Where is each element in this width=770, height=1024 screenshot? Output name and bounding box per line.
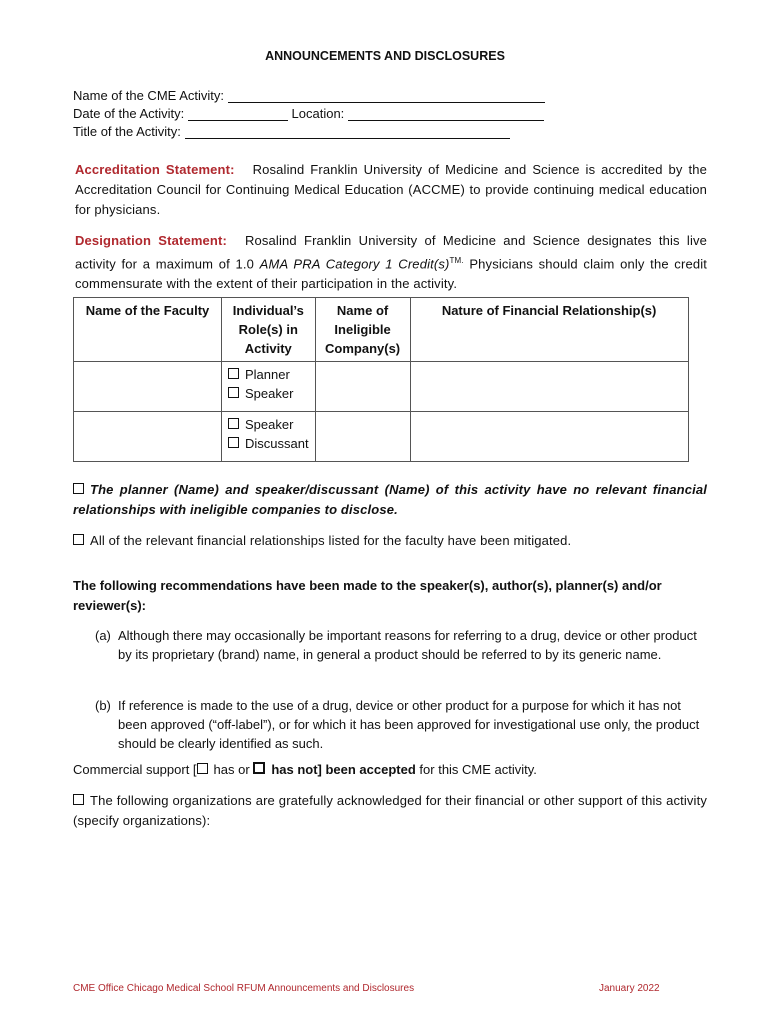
recommendations-heading-text: The following recommendations have been made to the speaker(s), author(s), planner(s) and/or reviewer(s): [73, 578, 662, 613]
header-financial-relationship: Nature of Financial Relationship(s) [410, 298, 688, 362]
commercial-suffix: for this CME activity. [419, 762, 537, 777]
designation-statement [75, 231, 707, 294]
activity-date-blank[interactable] [188, 107, 288, 121]
accreditation-label: Accreditation Statement: [75, 162, 235, 177]
location-label: Location: [291, 106, 345, 121]
acknowledgement-statement [73, 791, 707, 831]
no-relationships-statement [73, 480, 707, 520]
activity-name-field [73, 88, 545, 103]
activity-name-blank[interactable] [228, 89, 545, 103]
no-relationships-text: The planner (Name) and speaker/discussant (Name) of this activity have no relevant financial relationships with ineligible companies to disclose. [73, 482, 707, 517]
role-option[interactable] [228, 415, 309, 434]
activity-date-field [73, 106, 544, 121]
designation-label: Designation Statement: [75, 233, 227, 248]
company-cell[interactable] [315, 412, 410, 462]
header-faculty-name: Name of the Faculty [74, 298, 222, 362]
header-ineligible-company: Name of Ineligible Company(s) [315, 298, 410, 362]
recommendations-heading [73, 576, 713, 616]
faculty-table [73, 297, 689, 462]
table-row [74, 362, 689, 412]
checkbox-icon[interactable] [73, 534, 84, 545]
item-label: (a) [95, 628, 111, 643]
faculty-name-cell[interactable] [74, 362, 222, 412]
table-header-row [74, 298, 689, 362]
checkbox-icon[interactable] [228, 387, 239, 398]
relationship-cell[interactable] [410, 362, 688, 412]
accreditation-statement [75, 160, 707, 220]
checkbox-icon[interactable] [228, 368, 239, 379]
roles-cell [222, 362, 316, 412]
checkbox-icon[interactable] [197, 763, 208, 774]
activity-name-label: Name of the CME Activity: [73, 88, 224, 103]
activity-title-blank[interactable] [185, 125, 510, 139]
commercial-prefix: Commercial support [ [73, 762, 197, 777]
activity-title-field [73, 124, 510, 139]
page-title: ANNOUNCEMENTS AND DISCLOSURES [265, 49, 505, 63]
table-row [74, 412, 689, 462]
footer-date: January 2022 [599, 983, 660, 994]
role-discussant-label: Discussant [245, 436, 309, 451]
designation-text-after: Physicians should claim only the credit commensurate with the extent of their participation in the activity. [75, 256, 708, 292]
role-option[interactable] [228, 434, 309, 453]
faculty-name-cell[interactable] [74, 412, 222, 462]
checkbox-icon[interactable] [73, 483, 84, 494]
accreditation-text: Rosalind Franklin University of Medicine and Science is accredited by the Accreditation Council for Continuing Medical Education (ACCME) to provide continuing medical education for physicians. [75, 162, 707, 217]
item-text: If reference is made to the use of a drug, device or other product for a purpose for which it has not been approved (“off-label”), or for which it has been approved for investigational use only, the product should be clearly identified as such. [118, 698, 700, 751]
activity-title-label: Title of the Activity: [73, 124, 181, 139]
mitigated-statement [73, 531, 707, 551]
commercial-support-line [73, 762, 537, 777]
relationship-cell[interactable] [410, 412, 688, 462]
recommendation-b [95, 696, 707, 753]
credit-designation: AMA PRA Category 1 Credit(s) [259, 256, 450, 272]
role-speaker-label: Speaker [245, 386, 294, 401]
trademark: TM. [449, 256, 464, 265]
location-blank[interactable] [348, 107, 544, 121]
item-label: (b) [95, 698, 111, 713]
item-text: Although there may occasionally be important reasons for referring to a drug, device or other product by its proprietary (brand) name, in general a product should be referred to by its generic name. [118, 628, 697, 662]
footer-left: CME Office Chicago Medical School RFUM Announcements and Disclosures [73, 983, 415, 994]
commercial-has: has or [213, 762, 250, 777]
designation-text-before: Rosalind Franklin University of Medicine and Science designates this live activity for a maximum of 1.0 [75, 233, 708, 272]
company-cell[interactable] [315, 362, 410, 412]
role-planner-label: Planner [245, 367, 290, 382]
role-option[interactable] [228, 365, 309, 384]
checkbox-icon[interactable] [73, 794, 84, 805]
role-speaker-label: Speaker [245, 417, 294, 432]
activity-date-label: Date of the Activity: [73, 106, 185, 121]
roles-cell [222, 412, 316, 462]
acknowledgement-text: The following organizations are gratefully acknowledged for their financial or other support of this activity (specify organizations): [73, 793, 707, 828]
checkbox-icon[interactable] [228, 418, 239, 429]
commercial-has-not: has not] been accepted [271, 762, 416, 777]
role-option[interactable] [228, 384, 309, 403]
recommendation-a [95, 626, 707, 664]
checkbox-icon[interactable] [253, 762, 265, 774]
checkbox-icon[interactable] [228, 437, 239, 448]
mitigated-text: All of the relevant financial relationships listed for the faculty have been mitigated. [90, 533, 572, 548]
header-roles: Individual’s Role(s) in Activity [222, 298, 316, 362]
